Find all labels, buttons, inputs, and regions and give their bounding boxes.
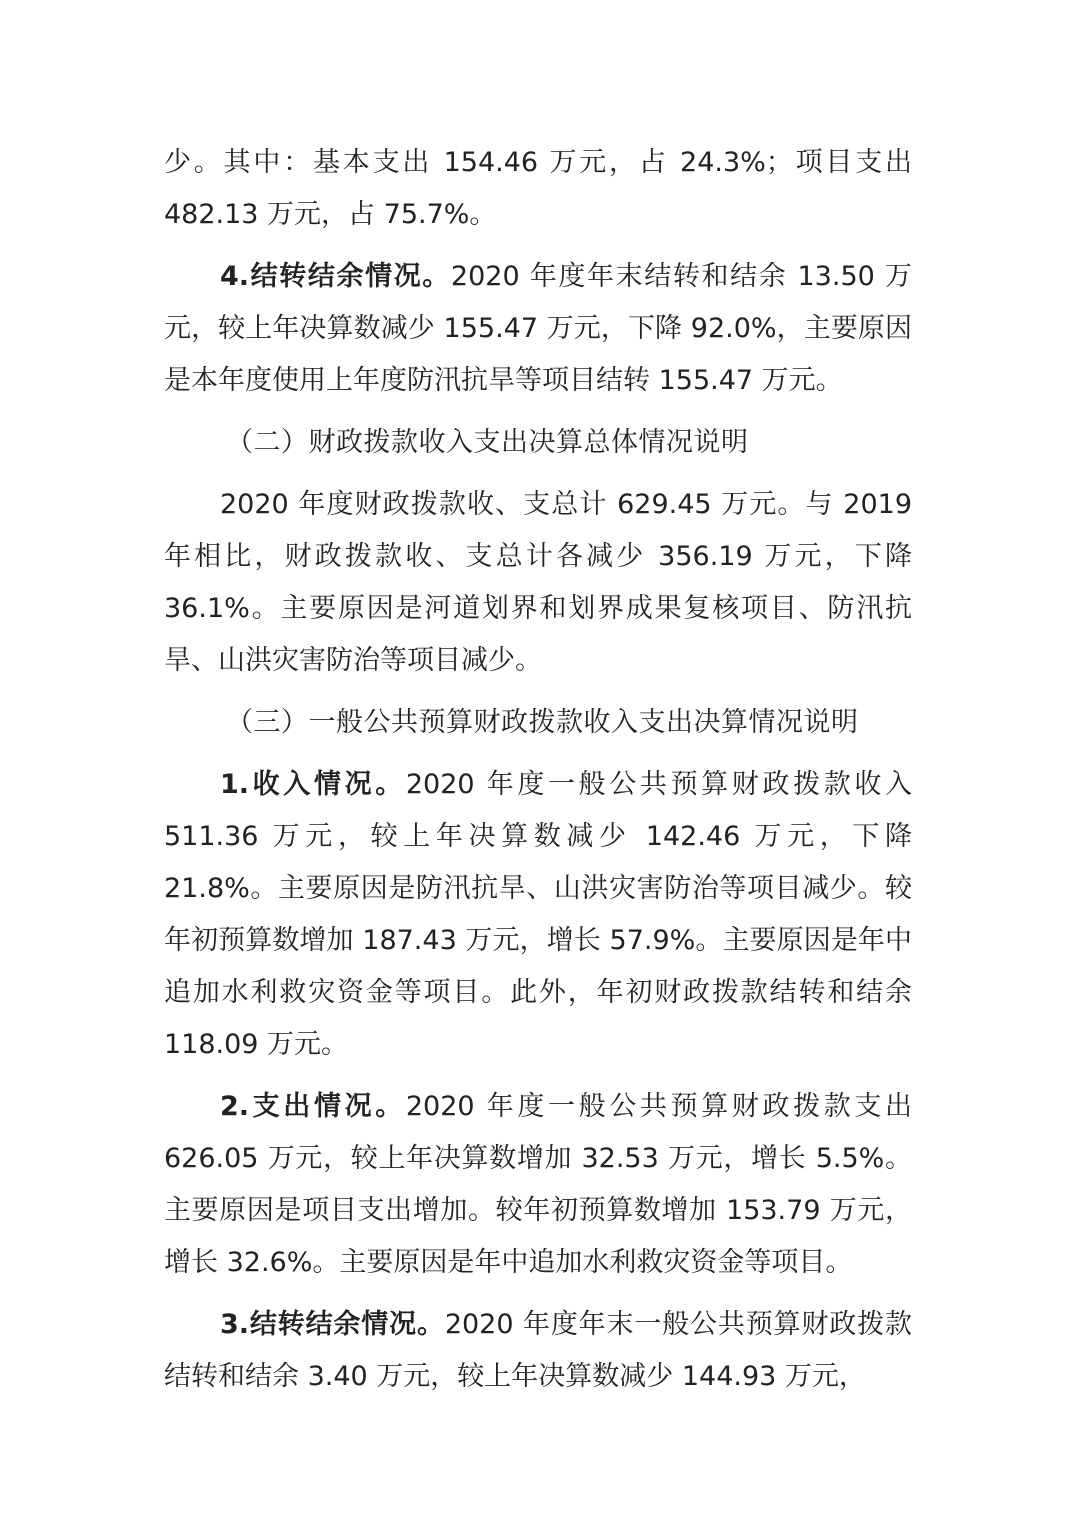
document-page <box>164 137 912 1403</box>
paragraph-body: 2020 年度年末一般公共预算财政拨款结转和结余 3.40 万元，较上年决算数减少 144.93 万元， <box>164 1309 912 1392</box>
paragraph-body: 2020 年度一般公共预算财政拨款收入 511.36 万元，较上年决算数减少 142.46 万元，下降 21.8%。主要原因是防汛抗旱、山洪灾害防治等项目减少。较年初预算数增加 187.43 万元，增长 57.9%。主要原因是年中追加水利救灾资金等项目。此外，年初财政拨款结转和结余 118.09 万元。 <box>164 769 912 1060</box>
paragraph-general-budget-carryover <box>164 1299 912 1403</box>
paragraph-expenditure <box>164 1081 912 1289</box>
section-heading-general-budget-carryover: 3.结转结余情况。 <box>220 1309 445 1340</box>
paragraph-body: 2020 年度一般公共预算财政拨款支出 626.05 万元，较上年决算数增加 32.53 万元，增长 5.5%。主要原因是项目支出增加。较年初预算数增加 153.79 万元，增长 32.6%。主要原因是年中追加水利救灾资金等项目。 <box>164 1091 912 1278</box>
section-heading-expenditure: 2.支出情况。 <box>220 1091 406 1122</box>
paragraph-carryover-balance <box>164 251 912 407</box>
section-heading-carryover: 4.结转结余情况。 <box>220 261 451 292</box>
section-title-fiscal-appropriation-overview: （二）财政拨款收入支出决算总体情况说明 <box>226 427 749 458</box>
section-heading-income: 1.收入情况。 <box>220 769 406 800</box>
paragraph-income <box>164 759 912 1071</box>
paragraph-body: 2020 年度年末结转和结余 13.50 万元，较上年决算数减少 155.47 万元，下降 92.0%，主要原因是本年度使用上年度防汛抗旱等项目结转 155.47 万元。 <box>164 261 912 396</box>
paragraph-fiscal-appropriation-total: 2020 年度财政拨款收、支总计 629.45 万元。与 2019 年相比，财政拨款收、支总计各减少 356.19 万元，下降 36.1%。主要原因是河道划界和划界成果复核项目、防汛抗旱、山洪灾害防治等项目减少。 <box>164 489 912 676</box>
section-title-general-public-budget: （三）一般公共预算财政拨款收入支出决算情况说明 <box>226 707 859 738</box>
paragraph-expenditure-breakdown: 少。其中：基本支出 154.46 万元，占 24.3%；项目支出 482.13 万元，占 75.7%。 <box>164 147 912 230</box>
